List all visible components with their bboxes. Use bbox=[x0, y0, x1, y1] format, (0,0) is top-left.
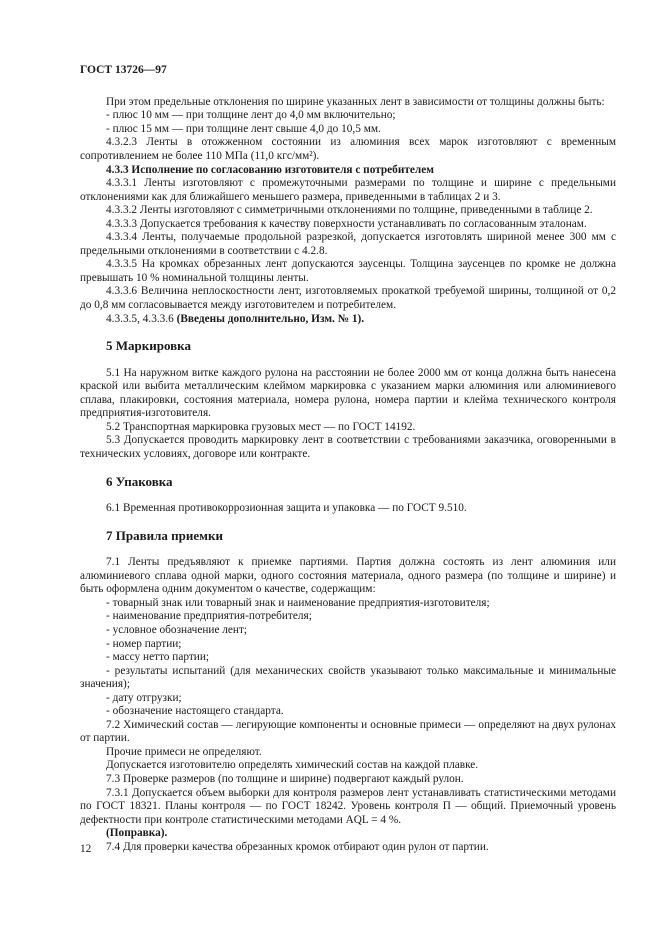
paragraph: 5.3 Допускается проводить маркировку лент в соответствии с требованиями заказчика, оговоренными в технических условиях, договоре или контракте. bbox=[80, 434, 616, 460]
paragraph-7-4: 7.4 Для проверки качества обрезанных кромок отбирают один рулон от партии. bbox=[106, 840, 489, 853]
paragraph: Прочие примеси не определяют. bbox=[106, 745, 262, 758]
section-5-heading: 5 Маркировка bbox=[106, 338, 191, 354]
paragraph: - дату отгрузки; bbox=[106, 691, 182, 704]
amendment-note-refs: 4.3.3.5, 4.3.3.6 bbox=[106, 312, 177, 325]
paragraph: Допускается изготовителю определять химический состав на каждой плавке. bbox=[106, 759, 479, 772]
paragraph: 7.1 Ленты предъявляют к приемке партиями. Партия должна состоять из лент алюминия или алюминиевого сплава одной марки, одного состояния материала, одного размера (по толщине и ширине) и быть оформлена одним документом о качестве, содержащим: bbox=[80, 556, 616, 596]
document-code: ГОСТ 13726—97 bbox=[80, 64, 167, 76]
paragraph: 5.2 Транспортная маркировка грузовых мест — по ГОСТ 14192. bbox=[106, 420, 416, 433]
subsection-heading: 4.3.3 Исполнение по согласованию изготовителя с потребителем bbox=[106, 163, 434, 176]
amendment-note-text: (Введены дополнительно, Изм. № 1). bbox=[176, 312, 365, 325]
paragraph: 4.3.3.5 На кромках обрезанных лент допускаются заусенцы. Толщина заусенцев по кромке не должна превышать 10 % номинальной толщины ленты. bbox=[80, 258, 616, 284]
paragraph: - условное обозначение лент; bbox=[106, 623, 248, 636]
paragraph: - результаты испытаний (для механических свойств указывают только максимальные и минимальные значения); bbox=[80, 664, 616, 691]
paragraph: 5.1 На наружном витке каждого рулона на расстоянии не более 2000 мм от конца должна быть нанесена краской или выбита металлическим клеймом маркировка с указанием марки алюминия или алюминиевого сплава, плакировки, состояния материала, номера рулона, номера партии и клейма технического контроля предприятия-изготовителя. bbox=[80, 366, 616, 420]
clause-4-3-block bbox=[80, 96, 616, 313]
paragraph: - плюс 10 мм — при толщине лент до 4,0 мм включительно; bbox=[106, 109, 396, 122]
paragraph: - наименование предприятия-потребителя; bbox=[106, 610, 312, 623]
paragraph: 4.3.3.4 Ленты, получаемые продольной разрезкой, допускается изготовлять шириной менее 300 мм с предельными отклонениями в соответствии с 4.2.8. bbox=[80, 231, 616, 257]
paragraph: 4.3.3.2 Ленты изготовляют с симметричными отклонениями по толщине, приведенными в таблице 2. bbox=[106, 204, 593, 217]
amendment-note bbox=[80, 313, 616, 327]
section-6-body bbox=[80, 502, 616, 516]
document-page bbox=[80, 64, 616, 854]
page-number: 12 bbox=[80, 843, 92, 855]
paragraph: - обозначение настоящего стандарта. bbox=[106, 705, 284, 718]
paragraph: - товарный знак или товарный знак и наименование предприятия-изготовителя; bbox=[106, 596, 490, 609]
section-7-heading: 7 Правила приемки bbox=[106, 527, 223, 543]
paragraph: 6.1 Временная противокоррозионная защита и упаковка — по ГОСТ 9.510. bbox=[106, 502, 467, 515]
paragraph: При этом предельные отклонения по ширине указанных лент в зависимости от толщины должны быть: bbox=[106, 95, 605, 108]
paragraph: 7.3.1 Допускается объем выборки для контроля размеров лент устанавливать статистическими методами по ГОСТ 18321. Планы контроля — по ГОСТ 18242. Уровень контроля П — общий. Приемочный уровень дефектности при контроле статистическими методами AQL = 4 %. bbox=[80, 786, 616, 826]
correction-note: (Поправка). bbox=[106, 827, 168, 840]
paragraph: 4.3.3.3 Допускается требования к качеству поверхности устанавливать по согласованным эталонам. bbox=[106, 217, 587, 230]
paragraph: - номер партии; bbox=[106, 637, 182, 650]
paragraph: - плюс 15 мм — при толщине лент свыше 4,0 до 10,5 мм. bbox=[106, 122, 381, 135]
paragraph: 4.3.3.6 Величина неплоскостности лент, изготовляемых прокаткой требуемой ширины, толщиной от 0,2 до 0,8 мм согласовывается между изготовителем и потребителем. bbox=[80, 285, 616, 311]
paragraph: 7.3 Проверке размеров (по толщине и ширине) подвергают каждый рулон. bbox=[106, 773, 464, 785]
section-5-body bbox=[80, 367, 616, 462]
section-6-heading: 6 Упаковка bbox=[106, 473, 173, 489]
paragraph: - массу нетто партии; bbox=[106, 651, 210, 664]
section-7-body bbox=[80, 556, 616, 827]
paragraph: 4.3.3.1 Ленты изготовляют с промежуточными размерами по толщине и ширине с предельными отклонениями как для ближайшего меньшего размера, приведенными в таблицах 2 и 3. bbox=[80, 177, 616, 203]
paragraph: 4.3.2.3 Ленты в отожженном состоянии из алюминия всех марок изготовляют с временным сопротивлением не более 110 МПа (11,0 кгс/мм²). bbox=[80, 136, 616, 162]
paragraph: 7.2 Химический состав — легирующие компоненты и основные примеси — определяют на двух рулонах от партии. bbox=[80, 718, 616, 745]
